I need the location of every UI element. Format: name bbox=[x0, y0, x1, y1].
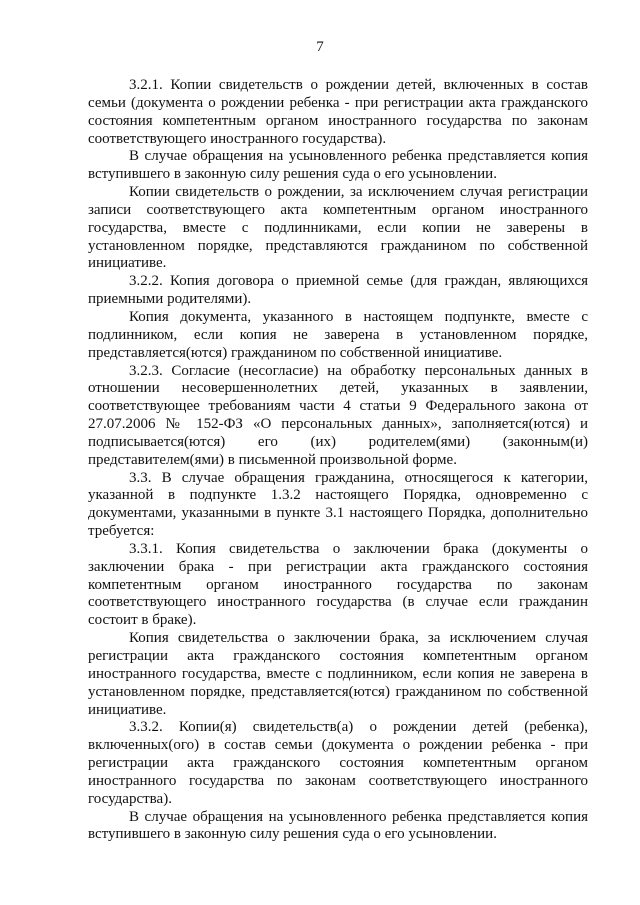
document-body bbox=[88, 77, 588, 844]
paragraph-3-2-3: 3.2.3. Согласие (несогласие) на обработку персональных данных в отношении несовершеннолетних детей, указанных в заявлении, соответствующее требованиям части 4 статьи 9 Федерального закона от 27.07.2006 № 152-ФЗ «О персональных данных», заполняется(ются) и подписывается(ются) его (их) родителем(ями) (законным(и) представителем(ями) в письменной произвольной форме. bbox=[88, 362, 588, 468]
paragraph-adoption-note-1: В случае обращения на усыновленного ребенка представляется копия вступившего в законную силу решения суда о его усыновлении. bbox=[88, 148, 588, 183]
paragraph-birth-certificates-note: Копии свидетельств о рождении, за исключением случая регистрации записи соответствующего акта компетентным органом иностранного государства, вместе с подлинниками, если копии не заверены в установленном порядке, представляются гражданином по собственной инициативе. bbox=[88, 184, 588, 272]
paragraph-3-3-1: 3.3.1. Копия свидетельства о заключении брака (документы о заключении брака - при регистрации акта гражданского состояния компетентным органом иностранного государства по законам соответствующего иностранного государства (в случае если гражданин состоит в браке). bbox=[88, 540, 588, 629]
page-number: 7 bbox=[316, 39, 324, 55]
paragraph-3-3-2: 3.3.2. Копии(я) свидетельств(а) о рождении детей (ребенка), включенных(ого) в состав семьи (документа о рождении ребенка - при регистрации акта гражданского состояния компетентным органом иностранного государства по законам соответствующего иностранного государства). bbox=[88, 719, 588, 807]
paragraph-3-3: 3.3. В случае обращения гражданина, относящегося к категории, указанной в подпункте 1.3.2 настоящего Порядка, одновременно с документами, указанными в пункте 3.1 настоящего Порядка, дополнительно требуется: bbox=[88, 469, 588, 540]
paragraph-3-2-2: 3.2.2. Копия договора о приемной семье (для граждан, являющихся приемными родителями). bbox=[88, 273, 588, 308]
paragraph-adoption-note-2: В случае обращения на усыновленного ребенка представляется копия вступившего в законную силу решения суда о его усыновлении. bbox=[88, 808, 588, 843]
paragraph-marriage-certificate-note: Копия свидетельства о заключении брака, за исключением случая регистрации акта гражданского состояния компетентным органом иностранного государства, вместе с подлинником, если копия не заверена в установленном порядке, представляется(ются) гражданином по собственной инициативе. bbox=[88, 630, 588, 718]
paragraph-3-2-1: 3.2.1. Копии свидетельств о рождении детей, включенных в состав семьи (документа о рождении ребенка - при регистрации акта гражданского состояния компетентным органом иностранного государства по законам соответствующего иностранного государства). bbox=[88, 77, 588, 147]
paragraph-foster-contract-note: Копия документа, указанного в настоящем подпункте, вместе с подлинником, если копия не заверена в установленном порядке, представляется(ются) гражданином по собственной инициативе. bbox=[88, 308, 588, 361]
